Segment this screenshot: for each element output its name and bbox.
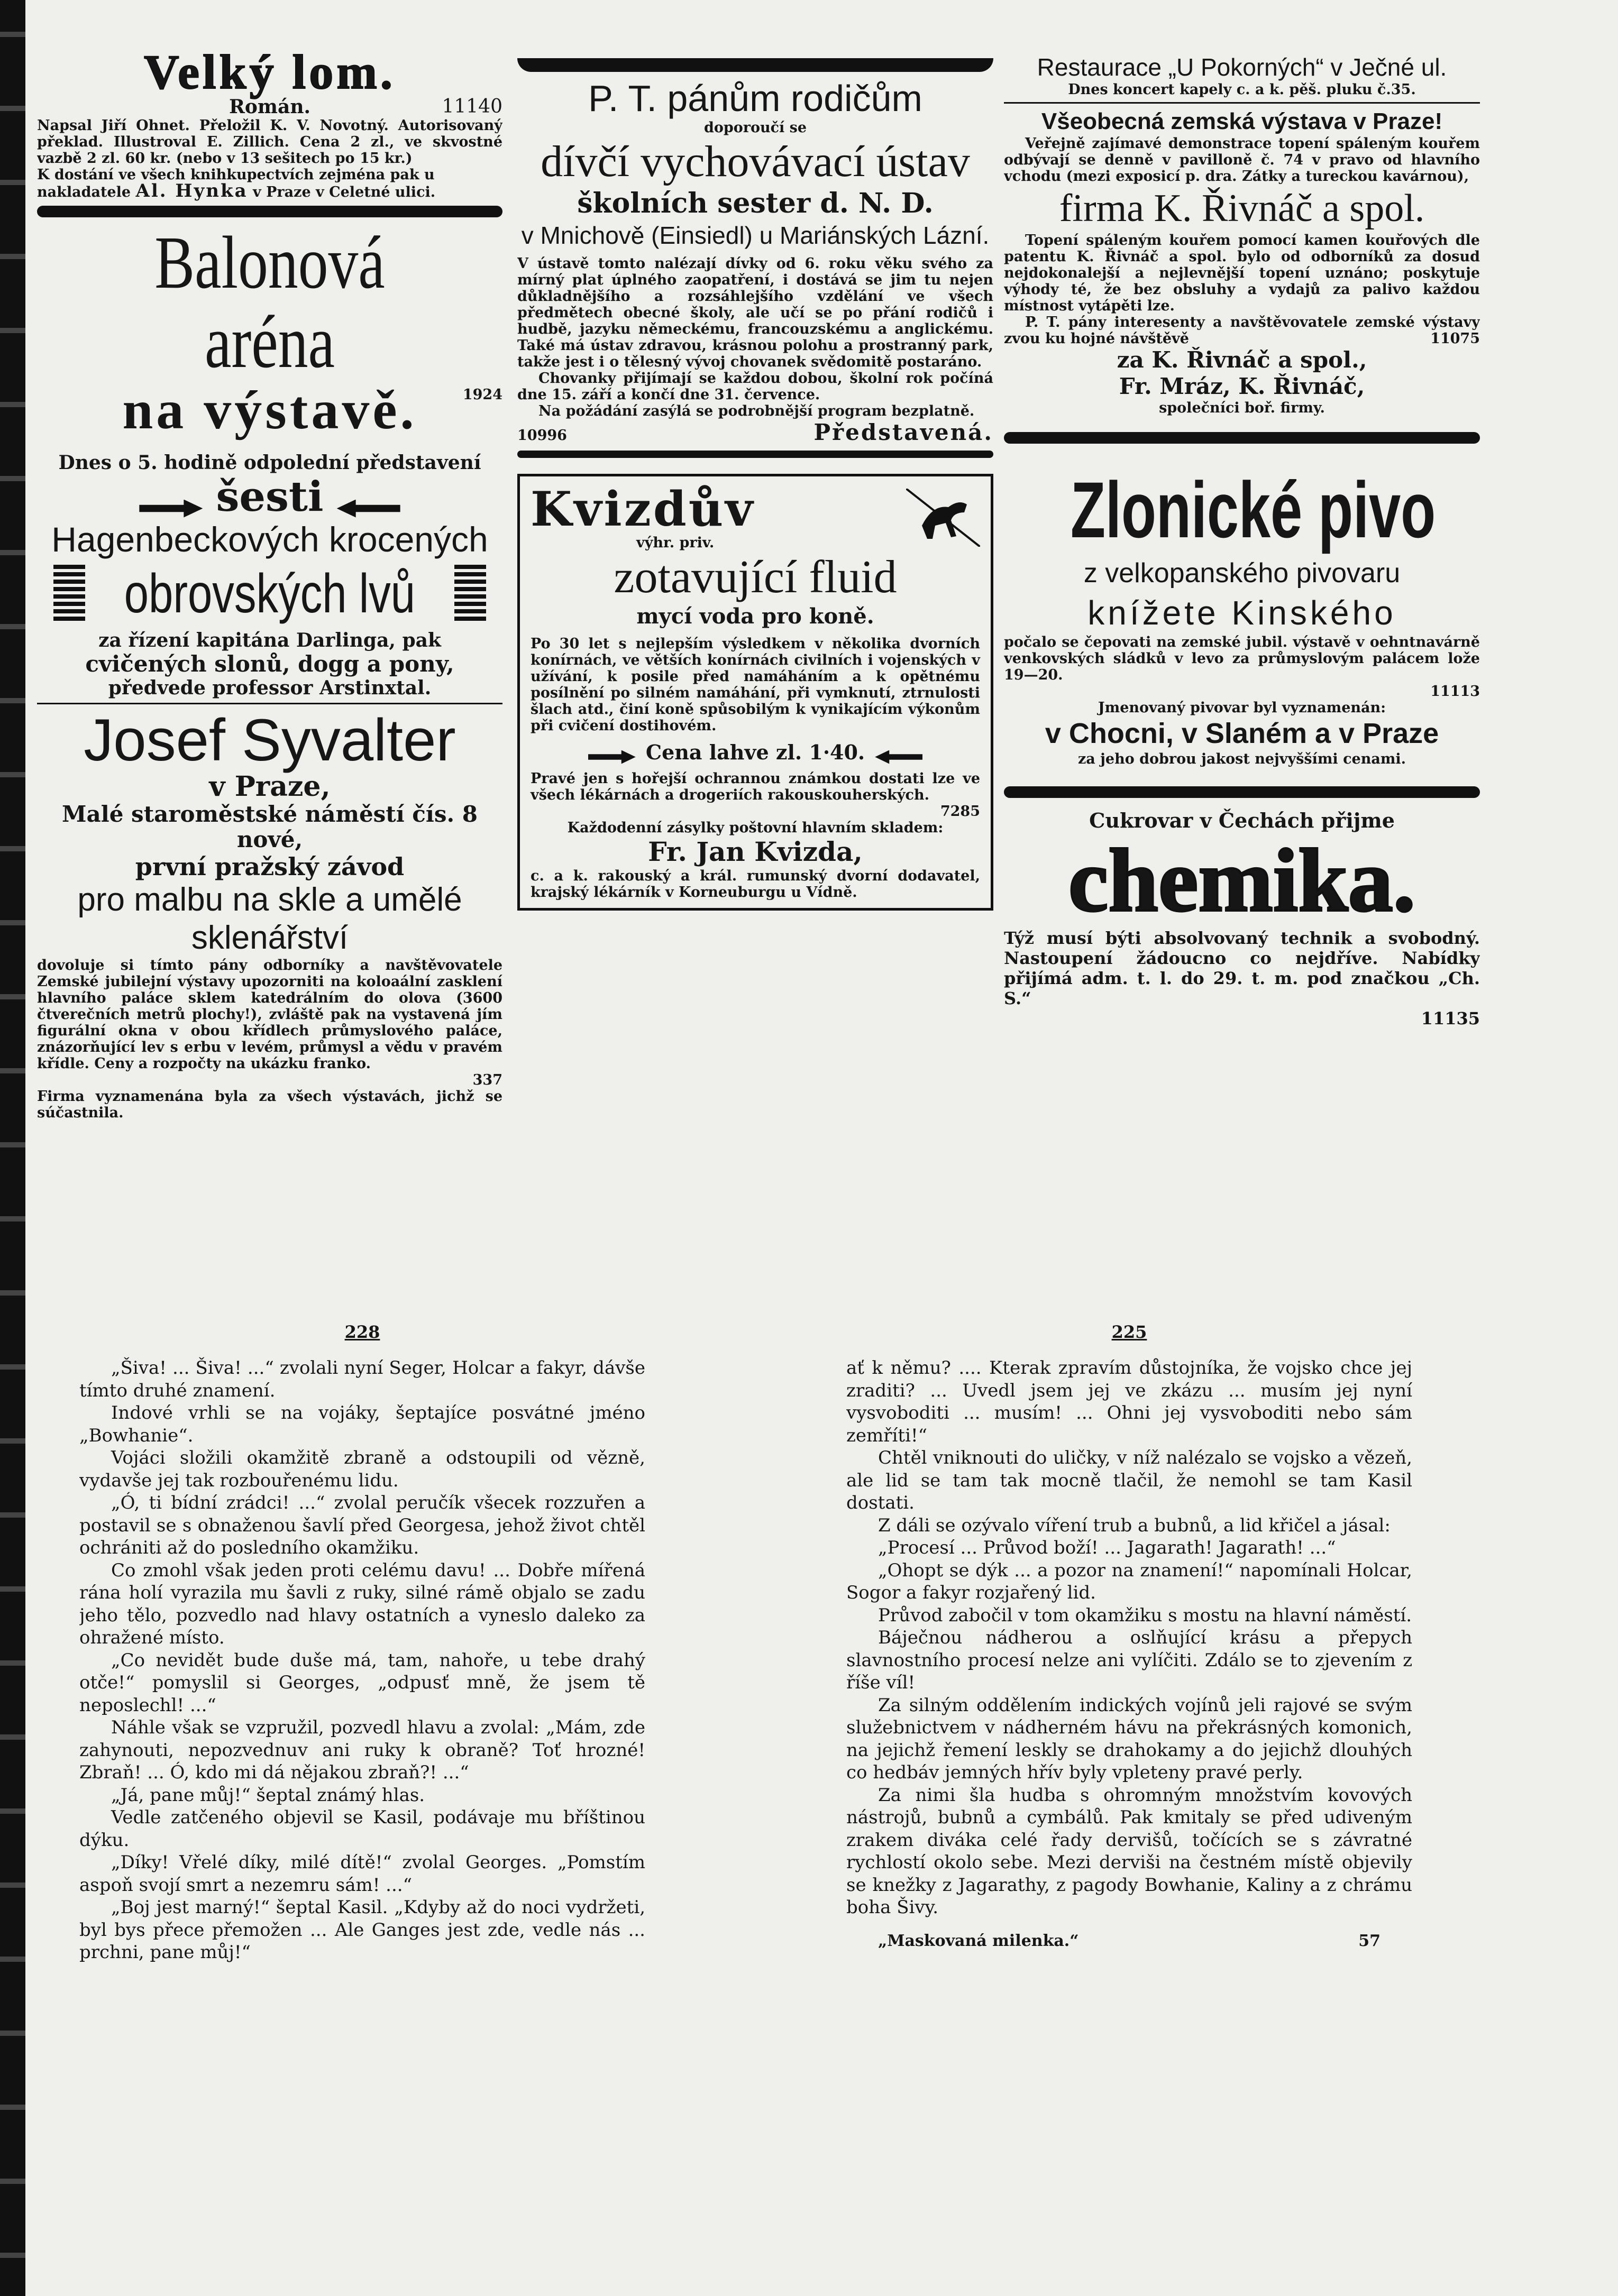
book-page-left <box>79 1322 645 2147</box>
ad-line: Hagenbeckových krocených <box>51 520 488 559</box>
ad-line: pro malbu na skle a umělé sklenářství <box>77 881 462 956</box>
ad-address: Malé staroměstské náměstí čís. 8 nové, <box>62 801 478 852</box>
torn-left-edge <box>0 0 25 2296</box>
page-text <box>846 1357 1412 1919</box>
page-text <box>79 1357 645 1964</box>
publisher-address: v Praze v Celetné ulici. <box>253 184 436 200</box>
ad-line: v Chocni, v Slaném a v Praze <box>1045 718 1439 749</box>
ad-line: Dnes o 5. hodině odpolední představení <box>58 452 481 474</box>
paragraph: Vedle zatčeného objevil se Kasil, podávaje mu bříštinou dýku. <box>79 1807 645 1851</box>
paragraph: Indové vrhli se na vojáky, šeptajíce posvátné jméno „Bowhanie“. <box>79 1402 645 1446</box>
ad-code: 1924 <box>462 387 502 403</box>
ad-text: Topení spáleným kouřem pomocí kamen kouřových dle patentu K. Řivnáč a spol. bylo od odborníků za dosud nejdokonalejší a nejlevnější topení uznáno; poskytuje výhody té, že bez obsluhy a vydajů za palivo každou místnost vytápěti lze. <box>1004 232 1480 314</box>
ad-product: zotavující fluid <box>614 552 897 603</box>
divider <box>1004 786 1480 798</box>
paragraph: „Šiva! ... Šiva! ...“ zvolali nyní Seger, Holcar a fakyr, dávše tímto druhé znamení. <box>79 1357 645 1401</box>
publisher-name: Al. Hynka <box>135 180 248 201</box>
ads-column-right <box>1004 53 1480 1190</box>
ad-brand: Kvizdův <box>531 481 755 537</box>
ad-line: Dnes koncert kapely c. a k. pěš. pluku č.35. <box>1068 81 1416 98</box>
ad-line: knížete Kinského <box>1087 594 1396 632</box>
ad-divci-ustav <box>517 77 993 445</box>
paragraph: „Boj jest marný!“ šeptal Kasil. „Kdyby až do noci vydržeti, byl bys přece přemožen ... Ale Ganges jest zde, vedle nás ... prchni, pane můj!“ <box>79 1897 645 1963</box>
divider <box>517 451 993 458</box>
ad-line: předvede professor Arstinxtal. <box>108 677 432 699</box>
ad-line: z velkopanského pivovaru <box>1083 558 1401 589</box>
ad-line: mycí voda pro koně. <box>636 604 874 629</box>
paragraph: „Procesí ... Průvod boží! ... Jagarath! Jagarath! ...“ <box>878 1537 1336 1558</box>
ad-josef-syvalter <box>37 709 502 1121</box>
ad-name: dívčí vychovávací ústav <box>541 137 970 186</box>
ad-title: Balonová aréna <box>154 221 385 383</box>
ad-line: výhr. priv. <box>636 535 715 551</box>
paragraph: Co zmohl však jeden proti celému davu! ... Dobře mířená rána holí vyrazila mu šavli z ruky, silné rámě objalo se zadu jeho tělo, pozvedlo nad hlavy ostatních a vyneslo daleko za ohražené místo. <box>79 1559 645 1648</box>
ad-code: 11140 <box>442 96 502 117</box>
ad-line: za řízení kapitána Darlinga, pak <box>98 629 441 651</box>
ad-code: 11135 <box>1421 1008 1480 1028</box>
paragraph: „Ohopt se dýk ... a pozor na znamení!“ napomínali Holcar, Sogor a fakyr rozjařený lid. <box>846 1559 1412 1603</box>
ad-line: první pražský závod <box>135 852 405 881</box>
paragraph: Chtěl vniknouti do uličky, v níž nalézalo se vojsko a vězeň, ale lid se tam tak mocně tlačil, že nemohl se tam Kasil dostati. <box>846 1447 1412 1513</box>
horse-trademark-icon <box>906 489 980 547</box>
ad-text: počalo se čepovati na zemské jubil. výstavě v oehntnavárně venkovských sládků v levo za průmyslovým palácem lože 19—20. <box>1004 634 1480 683</box>
ornament-icon <box>53 565 85 623</box>
ad-text: Firma vyznamenána byla za všech výstavách, jichž se súčastnila. <box>37 1088 502 1121</box>
paragraph: Náhle však se vzpružil, pozvedl hlavu a zvolal: „Mám, zde zahynouti, nepozvednuv ani ruky k obraně? Toť hrozné! Zbraň! ... Ó, kdo mi dá nějakou zbraň?! ...“ <box>79 1717 645 1783</box>
paragraph: Za silným oddělením indických vojínů jeli rajové se svým služebnictvem v nádherném hávu na překrásných komonich, na jejichž řemení leskly se drahokamy a do jejichž dlouhých co hedbáv jemných hřív byly vpleteny pravé perly. <box>846 1694 1412 1783</box>
ad-signature: Fr. Mráz, K. Řivnáč, <box>1119 373 1365 399</box>
ad-title: P. T. pánům rodičům <box>588 78 922 119</box>
ad-line: obrovských lvů <box>124 563 416 624</box>
ads-column-middle <box>517 53 993 1190</box>
pointing-hand-icon <box>139 500 203 518</box>
pointing-hand-icon <box>875 750 922 764</box>
paragraph: Za nimi šla hudba s ohromným množstvím kovových nástrojů, bubnů a cymbálů. Pak kmitaly se před udiveným zrakem diváka celé řady dervišů, točících se s závratné rychlostí okolo sebe. Mezi derviši na čestném místě objevily se knežky z Jagarathy, z pagody Bowhanie, Kaliny a z chrámu boha Šivy. <box>846 1784 1412 1918</box>
ad-signature: za K. Řivnáč a spol., <box>1117 347 1367 373</box>
divider <box>1004 432 1480 444</box>
ad-restaurace <box>1004 53 1480 416</box>
ad-text: K dostání ve všech knihkupectvích zejména pak u nakladatele <box>37 167 435 200</box>
paragraph: Z dáli se ozývalo víření trub a bubnů, a lid křičel a jásal: <box>878 1514 1391 1536</box>
ad-city: v Praze, <box>209 770 331 803</box>
ad-place: v Mnichově (Einsiedl) u Mariánských Lázní. <box>521 222 990 249</box>
ad-subtitle: Román. <box>228 96 311 118</box>
page-number: 225 <box>1111 1322 1147 1342</box>
ad-line: školních sester d. N. D. <box>577 187 934 219</box>
paragraph: Báječnou nádherou a oslňující krásu a přepych slavnostního procesí nelze ani vylíčiti. Zdálo se to zjevením z říše víl! <box>846 1627 1412 1693</box>
ad-text: Pravé jen s hořejší ochrannou známkou dostati lze ve všech lékárnách a drogeriích rakouskouherských. <box>531 770 980 803</box>
ad-line: Jmenovaný pivovar byl vyznamenán: <box>1098 700 1386 716</box>
divider <box>37 206 502 217</box>
paragraph: Vojáci složili okamžitě zbraně a odstoupili od vězně, vydavše jej tak rozbouřenému lidu. <box>79 1447 645 1491</box>
ad-line: šesti <box>216 473 324 521</box>
ads-column-left <box>37 48 502 1174</box>
ad-price: Cena lahve zl. 1·40. <box>645 740 865 764</box>
ad-code: 7285 <box>940 803 980 820</box>
ad-text: V ústavě tomto nalézají dívky od 6. roku věku svého za mírný plat úplného zaopatření, i dostává se jim tu nejen důkladnějšího a rozsáhlejšího vzdělání ve všech předmětech obecné školy, ale učí se po přání rodičů i hudbě, jazyku německému, francouzskému a anglickému. Také má ústav zdravou, krásnou polohu a prostranný park, takže jest i o tělesný vývoj chovanek svědomitě postaráno. <box>517 255 993 370</box>
ad-cukrovar <box>1004 809 1480 1028</box>
ad-text: Týž musí býti absolvovaný technik a svobodný. Nastoupení žádoucno co nejdříve. Nabídky přijímá adm. t. l. do 29. t. m. pod značkou „Ch. S.“ <box>1004 928 1480 1008</box>
paragraph: „Díky! Vřelé díky, milé dítě!“ zvolal Georges. „Pomstím aspoň svojí smrt a nezemru sám! ...“ <box>79 1852 645 1896</box>
ad-text: Chovanky přijímají se každou dobou, školní rok počíná dne 15. září a končí dne 31. července. <box>517 370 993 403</box>
divider <box>517 58 993 72</box>
divider <box>1004 102 1480 104</box>
paragraph: „Ó, ti bídní zrádci! ...“ zvolal peručík všecek rozzuřen a postavil se s obnaženou šavlí před Georgesa, jehož život chtěl ochrániti až do posledního okamžiku. <box>79 1492 645 1558</box>
ad-line: doporoučí se <box>703 120 807 136</box>
book-page-right <box>846 1322 1412 2147</box>
ad-signature: Představená. <box>813 419 993 445</box>
ad-text: Po 30 let s nejlepším výsledkem v několika dvorních konírnách, ve větších konírnách civilních i vojenských v užívání, k posile před namáháním a k opětnému posílnění po silném namáhání, při vymknutí, ztrnulosti šlach atd., činí koně spůsobilým k vynikajícím výkonům při cvičení dostihovém. <box>531 636 980 734</box>
ad-velky-lom <box>37 48 502 200</box>
pointing-hand-icon <box>588 750 636 764</box>
divider <box>37 703 502 704</box>
ornament-icon <box>454 565 486 623</box>
pointing-hand-icon <box>337 500 400 518</box>
ad-title: Cukrovar v Čechách přijme <box>1089 809 1395 832</box>
ad-balonova-arena <box>37 223 502 699</box>
ad-text: Každodenní zásylky poštovní hlavním skladem: <box>567 820 944 836</box>
ad-headline: Všeobecná zemská výstava v Praze! <box>1041 108 1443 134</box>
ad-code: 11075 <box>1430 330 1480 347</box>
ad-text: Na požádání zasýlá se podrobnější program bezplatně. <box>538 403 975 419</box>
ad-text: dovoluje si tímto pány odborníky a navštěvovatele Zemské jubilejní výstavy upozorniti na koloaální zasklení hlavního paláce sklem katedrálním do olova (3600 čtverečních metrů plochy!), zvláště pak na vystavená jím figurální okna v obou křídlech průmyslového paláce, znázorňující lev s erbu v levém, průmysl a vědu v pravém křídle. Ceny a rozpočty na ukázku franko. <box>37 957 502 1072</box>
ad-signature: společníci boř. firmy. <box>1159 400 1325 416</box>
ad-text: Veřejně zajímavé demonstrace topení spáleným kouřem odbývají se denně v pavilloně č. 74 v pravo od hlavního vchodu (mezi exposicí p. dra. Zátky a tureckou kavárnou), <box>1004 135 1480 185</box>
ad-text: P. T. pány interesenty a navštěvovatele zemské výstavy zvou ku hojné návštěvě <box>1004 314 1480 347</box>
ad-title: Zlonické pivo <box>1071 465 1436 554</box>
page-footer-title: „Maskovaná milenka.“ <box>878 1931 1079 1950</box>
ad-line: cvičených slonů, dogg a pony, <box>85 651 454 677</box>
ad-kvizda <box>517 474 993 911</box>
ad-text: c. a k. rakouský a král. rumunský dvorní dodavatel, krajský lékárník v Korneuburgu u Vídně. <box>531 868 980 901</box>
ad-code: 11113 <box>1430 683 1480 700</box>
ad-big-word: chemika. <box>1068 831 1416 930</box>
ad-title: Velký lom. <box>144 48 396 99</box>
ad-subtitle: na výstavě. <box>122 380 417 440</box>
ad-zlonicke-pivo <box>1004 465 1480 767</box>
paragraph: Průvod zabočil v tom okamžiku s mostu na hlavní náměstí. <box>878 1604 1412 1626</box>
page-number: 228 <box>344 1322 380 1342</box>
paragraph: „Já, pane můj!“ šeptal známý hlas. <box>111 1784 425 1806</box>
ad-title: Josef Syvalter <box>84 707 456 773</box>
ad-line: za jeho dobrou jakost nejvyššími cenami. <box>1077 751 1406 767</box>
ad-firm: firma K. Řivnáč a spol. <box>1059 187 1425 230</box>
ad-text: Napsal Jiří Ohnet. Přeložil K. V. Novotný. Autorisovaný překlad. Illustroval E. Zillich. Cena 2 zl., ve skvostné vazbě 2 zl. 60 kr. (nebo v 13 sešitech po 15 kr.) <box>37 117 502 167</box>
page-footer-number: 57 <box>1358 1931 1381 1950</box>
ad-seller: Fr. Jan Kvizda, <box>648 836 863 867</box>
ad-code: 10996 <box>517 427 567 444</box>
ad-code: 337 <box>472 1072 502 1088</box>
paragraph: ať k němu? .... Kterak zpravím důstojníka, že vojsko chce jej zraditi? ... Uvedl jsem jej ve zkázu ... musím jej nyní vysvoboditi ... musím! ... Ohni jej vysvoboditi nebo sám zemříti!“ <box>846 1357 1412 1446</box>
paragraph: „Co nevidět bude duše má, tam, nahoře, u tebe drahý otče!“ pomyslil si Georges, „odpusť mně, že jsem tě neposlechl! ...“ <box>79 1649 645 1716</box>
ad-title: Restaurace „U Pokorných“ v Ječné ul. <box>1037 53 1447 81</box>
